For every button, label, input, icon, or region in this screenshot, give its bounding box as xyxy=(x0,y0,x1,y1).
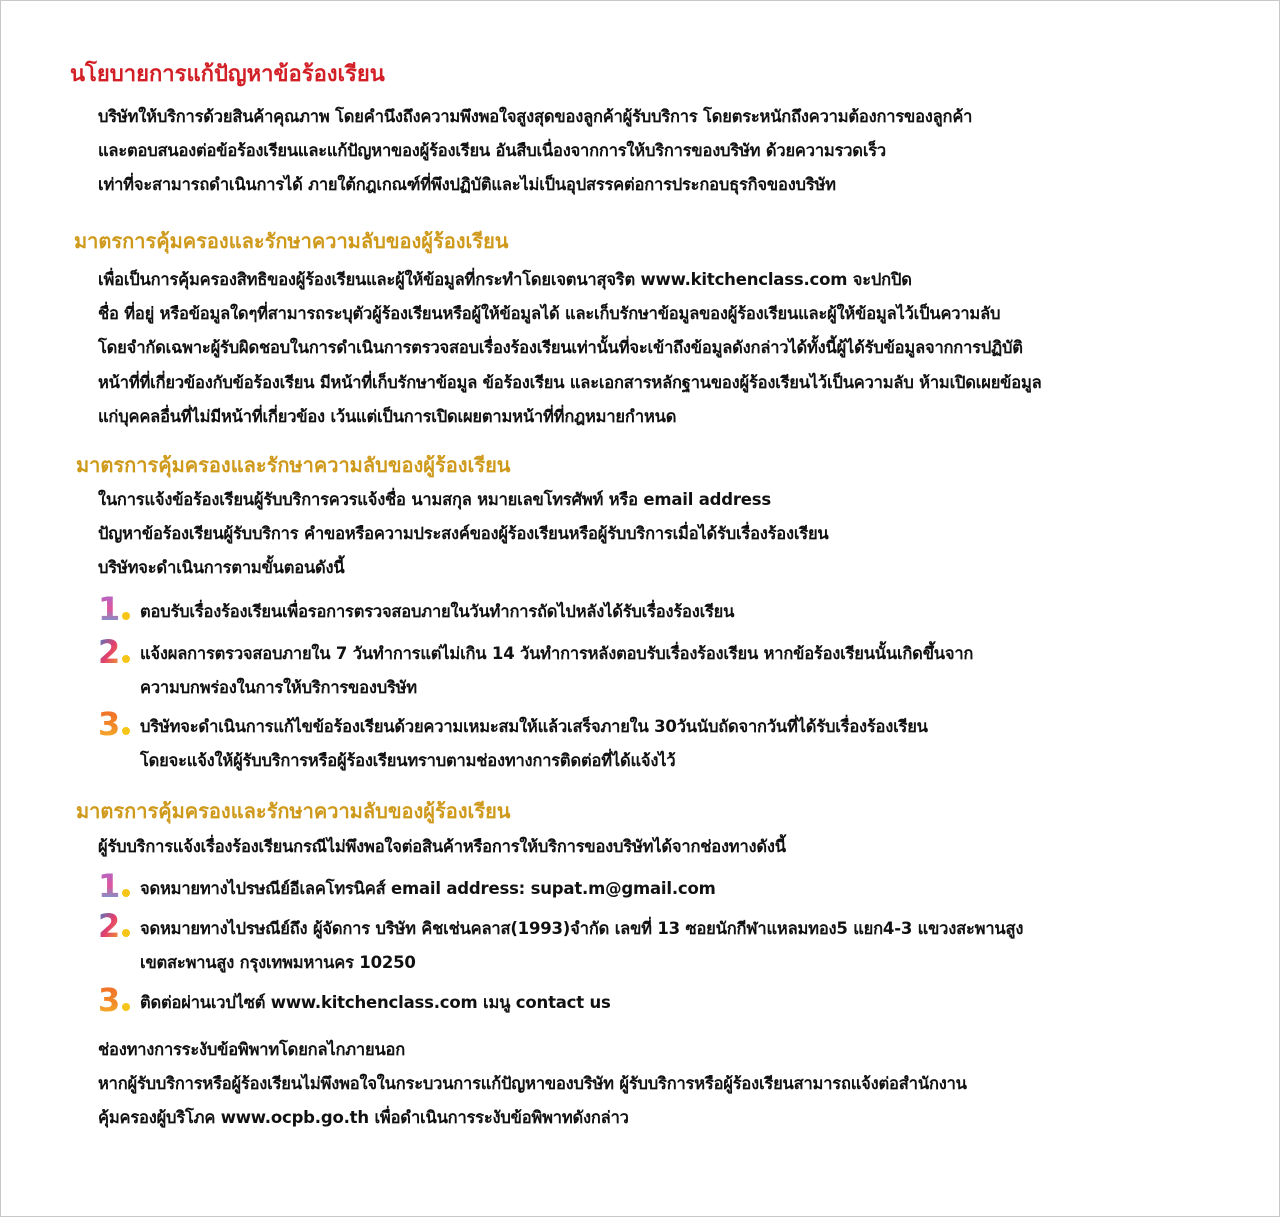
section2-step3-line-1: บริษัทจะดำเนินการแก้ไขข้อร้องเรียนด้วยความเหมะสมให้แล้วเสร็จภายใน 30วันนับถัดจากวันที่ได้รับเรื่องร้องเรียน xyxy=(140,717,928,736)
section2-line-3: บริษัทจะดำเนินการตามขั้นตอนดังนี้ xyxy=(98,558,345,577)
step-number-glyph: 1 xyxy=(98,867,121,905)
section1-title: มาตรการคุ้มครองและรักษาความลับของผู้ร้องเรียน xyxy=(74,229,509,253)
step-number-glyph: 3 xyxy=(98,981,121,1019)
section3-step1-line-1: จดหมายทางไปรษณีย์อีเลคโทรนิคส์ email address: supat.m@gmail.com xyxy=(140,879,716,898)
section1-line-1: เพื่อเป็นการคุ้มครองสิทธิของผู้ร้องเรียนและผู้ให้ข้อมูลที่กระทำโดยเจตนาสุจริต www.kitchenclass.com จะปกปิด xyxy=(98,270,912,289)
step-number-glyph: 2 xyxy=(98,907,121,945)
policy-line-1: บริษัทให้บริการด้วยสินค้าคุณภาพ โดยคำนึงถึงความพึงพอใจสูงสุดของลูกค้าผู้รับบริการ โดยตระหนักถึงความต้องการของลูกค้า xyxy=(98,107,973,126)
external-line-1: หากผู้รับบริการหรือผู้ร้องเรียนไม่พึงพอใจในกระบวนการแก้ปัญหาของบริษัท ผู้รับบริการหรือผู้ร้องเรียนสามารถแจ้งต่อสำนักงาน xyxy=(98,1074,967,1093)
section3-title: มาตรการคุ้มครองและรักษาความลับของผู้ร้องเรียน xyxy=(76,799,511,823)
section1-line-5: แก่บุคคลอื่นที่ไม่มีหน้าที่เกี่ยวข้อง เว้นแต่เป็นการเปิดเผยตามหน้าที่ที่กฎหมายกำหนด xyxy=(98,407,677,426)
section2-step2-line-1: แจ้งผลการตรวจสอบภายใน 7 วันทำการแต่ไม่เกิน 14 วันทำการหลังตอบรับเรื่องร้องเรียน หากข้อร้องเรียนนั้นเกิดขึ้นจาก xyxy=(140,644,974,663)
section3-step2-line-1: จดหมายทางไปรษณีย์ถึง ผู้จัดการ บริษัท คิชเช่นคลาส(1993)จำกัด เลขที่ 13 ซอยนักกีฬาแหลมทอง5 แยก4-3 แขวงสะพานสูง xyxy=(140,919,1024,938)
step-number-glyph: 1 xyxy=(98,590,121,628)
step-number-1-icon xyxy=(98,590,138,630)
section1-line-4: หน้าที่ที่เกี่ยวข้องกับข้อร้องเรียน มีหน้าที่เก็บรักษาข้อมูล ข้อร้องเรียน และเอกสารหลักฐานของผู้ร้องเรียนไว้เป็นความลับ ห้ามเปิดเผยข้อมูล xyxy=(98,373,1042,392)
section3-line-1: ผู้รับบริการแจ้งเรื่องร้องเรียนกรณีไม่พึงพอใจต่อสินค้าหรือการให้บริการของบริษัทได้จากช่องทางดังนี้ xyxy=(98,837,786,856)
section3-step2-line-2: เขตสะพานสูง กรุงเทพมหานคร 10250 xyxy=(140,953,416,972)
channel-number-3-icon xyxy=(98,981,138,1021)
section3-step3-line-1: ติดต่อผ่านเวปไซต์ www.kitchenclass.com เมนู contact us xyxy=(140,993,611,1012)
policy-title: นโยบายการแก้ปัญหาข้อร้องเรียน xyxy=(70,62,385,87)
section2-step2-line-2: ความบกพร่องในการให้บริการของบริษัท xyxy=(140,678,417,697)
section1-line-2: ชื่อ ที่อยู่ หรือข้อมูลใดๆที่สามารถระบุตัวผู้ร้องเรียนหรือผู้ให้ข้อมูลได้ และเก็บรักษาข้อมูลของผู้ร้องเรียนและผู้ให้ข้อมูลไว้เป็นความลับ xyxy=(98,304,1001,323)
step-number-glyph: 3 xyxy=(98,705,121,743)
channel-number-1-icon xyxy=(98,867,138,907)
section2-line-1: ในการแจ้งข้อร้องเรียนผู้รับบริการควรแจ้งชื่อ นามสกุล หมายเลขโทรศัพท์ หรือ email address xyxy=(98,490,772,509)
section2-line-2: ปัญหาข้อร้องเรียนผู้รับบริการ คำขอหรือความประสงค์ของผู้ร้องเรียนหรือผู้รับบริการเมื่อได้รับเรื่องร้องเรียน xyxy=(98,524,829,543)
external-line-2: คุ้มครองผู้บริโภค www.ocpb.go.th เพื่อดำเนินการระงับข้อพิพาทดังกล่าว xyxy=(98,1108,629,1127)
section2-step3-line-2: โดยจะแจ้งให้ผู้รับบริการหรือผู้ร้องเรียนทราบตามช่องทางการติดต่อที่ได้แจ้งไว้ xyxy=(140,751,676,770)
channel-number-2-icon xyxy=(98,907,138,947)
step-number-3-icon xyxy=(98,705,138,745)
policy-line-3: เท่าที่จะสามารถดำเนินการได้ ภายใต้กฎเกณฑ์ที่พึงปฏิบัติและไม่เป็นอุปสรรคต่อการประกอบธุรกิจของบริษัท xyxy=(98,175,836,194)
step-number-2-icon xyxy=(98,633,138,673)
step-number-glyph: 2 xyxy=(98,633,121,671)
policy-line-2: และตอบสนองต่อข้อร้องเรียนและแก้ปัญหาของผู้ร้องเรียน อันสืบเนื่องจากการให้บริการของบริษัท ด้วยความรวดเร็ว xyxy=(98,141,886,160)
section2-title: มาตรการคุ้มครองและรักษาความลับของผู้ร้องเรียน xyxy=(76,453,511,477)
section1-line-3: โดยจำกัดเฉพาะผู้รับผิดชอบในการดำเนินการตรวจสอบเรื่องร้องเรียนเท่านั้นที่จะเข้าถึงข้อมูลดังกล่าวได้ทั้งนี้ผู้ได้รับข้อมูลจากการปฏิบัติ xyxy=(98,338,1023,357)
section2-step1-line-1: ตอบรับเรื่องร้องเรียนเพื่อรอการตรวจสอบภายในวันทำการถัดไปหลังได้รับเรื่องร้องเรียน xyxy=(140,602,735,621)
external-title: ช่องทางการระงับข้อพิพาทโดยกลไกภายนอก xyxy=(98,1040,406,1059)
